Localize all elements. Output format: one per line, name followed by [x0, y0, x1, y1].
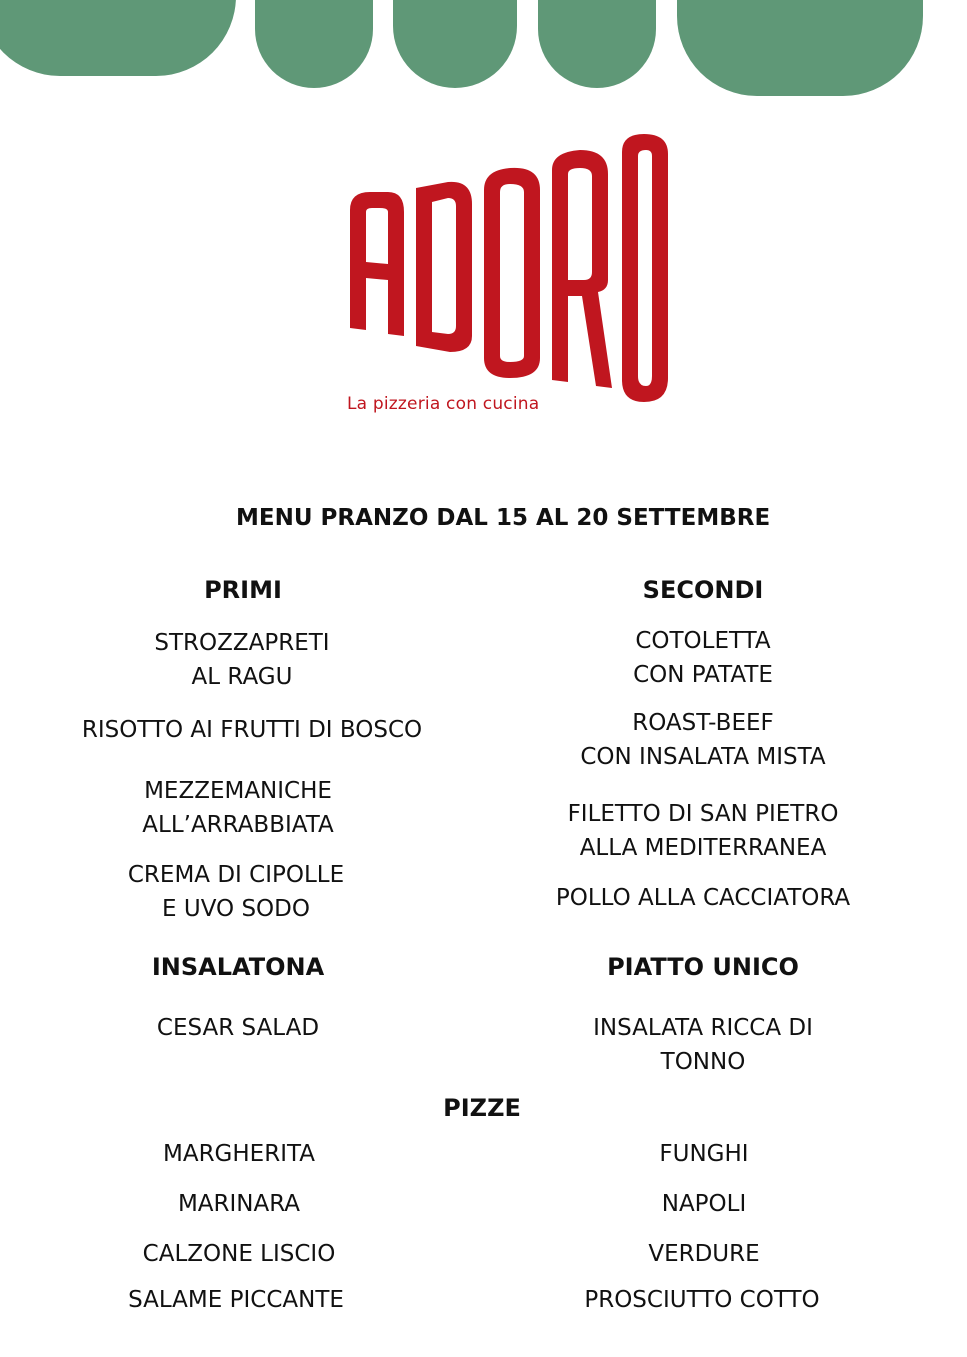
pizza-item: CALZONE LISCIO: [142, 1241, 336, 1267]
brand-logo: [340, 130, 680, 430]
menu-title: MENU PRANZO DAL 15 AL 20 SETTEMBRE: [236, 505, 771, 531]
secondi-item-line: COTOLETTA: [635, 628, 771, 654]
section-heading-pizze: PIZZE: [443, 1094, 521, 1122]
primi-item: [88, 774, 388, 842]
adoro-logo-icon: [340, 130, 680, 430]
section-heading-secondi: SECONDI: [642, 576, 764, 604]
pizza-item: PROSCIUTTO COTTO: [584, 1287, 820, 1313]
primi-item: [62, 713, 442, 747]
decor-blob-3: [393, 0, 517, 88]
primi-item-line: MEZZEMANICHE: [144, 778, 332, 804]
pizza-item: NAPOLI: [661, 1191, 747, 1217]
primi-item-line: E UVO SODO: [162, 896, 310, 922]
piatto-unico-item-line: INSALATA RICCA DI: [593, 1015, 813, 1041]
secondi-item-line: POLLO ALLA CACCIATORA: [555, 885, 851, 911]
piatto-unico-item-line: TONNO: [660, 1049, 746, 1075]
decor-blob-4: [538, 0, 656, 88]
secondi-item: [528, 881, 878, 915]
decor-blob-2: [255, 0, 373, 88]
primi-item: [92, 626, 392, 694]
insalatona-item: [88, 1011, 388, 1045]
primi-item-line: ALL’ARRABBIATA: [142, 812, 334, 838]
pizza-item: MARGHERITA: [163, 1141, 315, 1167]
primi-item: [86, 858, 386, 926]
section-heading-primi: PRIMI: [204, 576, 282, 604]
secondi-item: [548, 624, 858, 692]
section-heading-piatto-unico: PIATTO UNICO: [607, 953, 799, 981]
primi-item-line: CREMA DI CIPOLLE: [127, 862, 345, 888]
insalatona-item-line: CESAR SALAD: [156, 1015, 320, 1041]
secondi-item-line: ALLA MEDITERRANEA: [579, 835, 827, 861]
secondi-item-line: CON PATATE: [633, 662, 773, 688]
pizza-item: SALAME PICCANTE: [128, 1287, 344, 1313]
secondi-item-line: FILETTO DI SAN PIETRO: [567, 801, 839, 827]
decor-blob-1: [0, 0, 236, 76]
secondi-item-line: CON INSALATA MISTA: [580, 744, 826, 770]
secondi-item: [548, 797, 858, 865]
pizza-item: MARINARA: [177, 1191, 301, 1217]
secondi-item-line: ROAST-BEEF: [632, 710, 774, 736]
primi-item-line: STROZZAPRETI: [154, 630, 330, 656]
brand-tagline: La pizzeria con cucina: [347, 394, 540, 414]
primi-item-line: RISOTTO AI FRUTTI DI BOSCO: [81, 717, 423, 743]
decor-blob-5: [677, 0, 923, 96]
secondi-item: [548, 706, 858, 774]
piatto-unico-item: [553, 1011, 853, 1079]
section-heading-insalatona: INSALATONA: [151, 953, 325, 981]
pizza-item: FUNGHI: [659, 1141, 749, 1167]
pizza-item: VERDURE: [648, 1241, 760, 1267]
primi-item-line: AL RAGU: [191, 664, 293, 690]
